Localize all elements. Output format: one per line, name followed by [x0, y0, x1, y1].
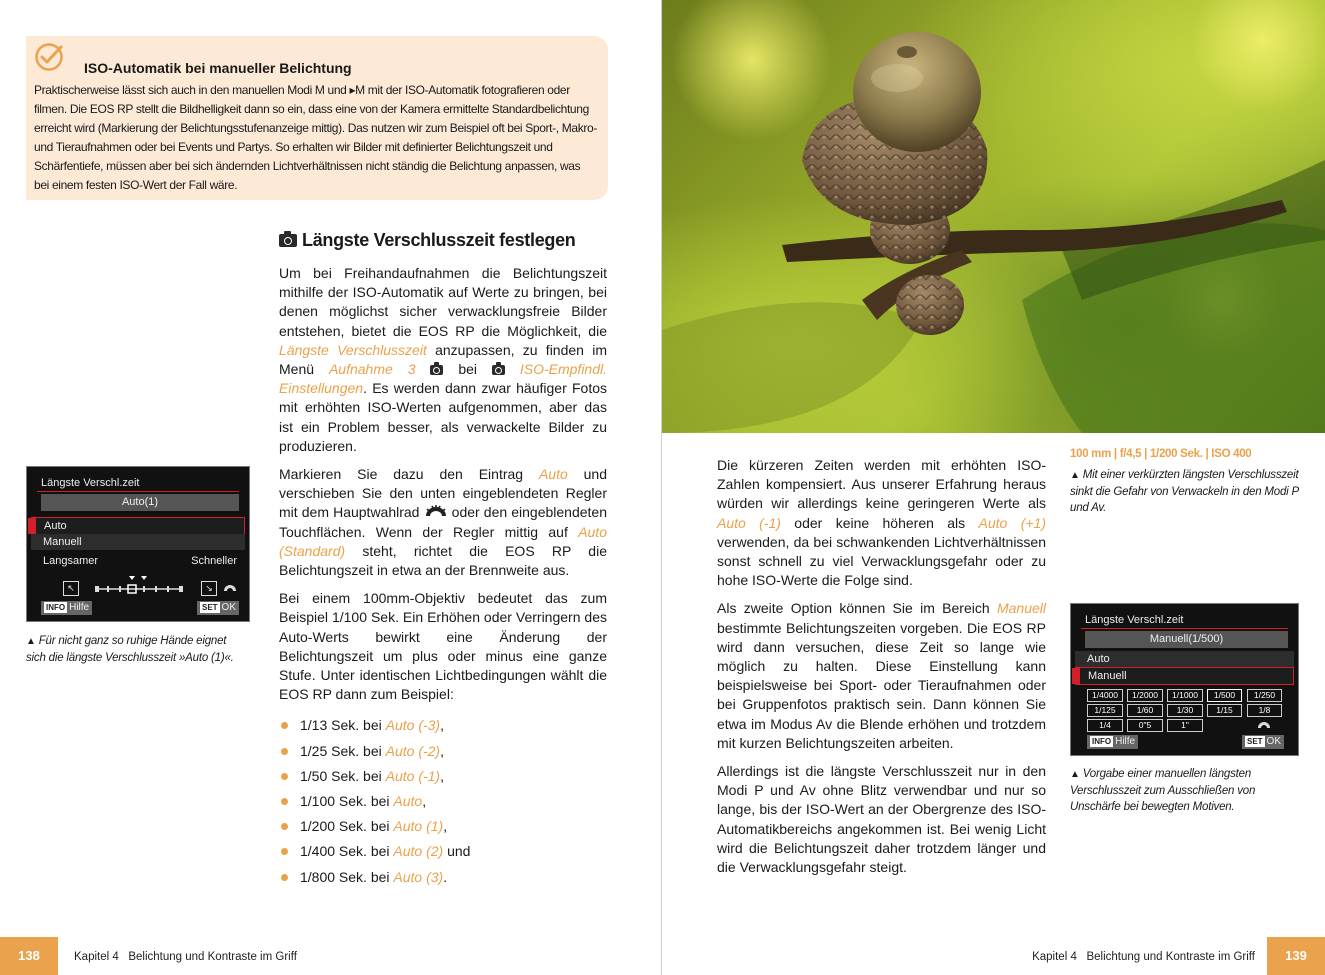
shutter-option[interactable]: 1/250: [1247, 689, 1282, 702]
menu-term: Aufnahme 3: [328, 361, 416, 378]
set-ok-button[interactable]: SET OK: [197, 601, 239, 615]
shutter-option[interactable]: 1/60: [1127, 704, 1163, 717]
page-number: 138: [0, 937, 58, 975]
shutter-option[interactable]: 1/2000: [1127, 689, 1163, 702]
list-item: 1/100 Sek. bei Auto,: [279, 789, 607, 814]
text-run: . Es werden dann zwar häufiger Fotos mit erhöhten ISO-Werten aufgenommen, aber das ist ein Problem besser, als verwackelte Bilder zu produzieren.: [279, 380, 607, 454]
section-heading: [279, 230, 576, 251]
caption-triangle-icon: ▲: [26, 636, 36, 647]
shutter-option[interactable]: 1/4: [1087, 719, 1123, 732]
menu-title: Längste Verschl.zeit: [1085, 614, 1184, 626]
shutter-option-selected[interactable]: 1/500: [1207, 689, 1242, 702]
paragraph-3: Allerdings ist die längste Verschlusszeit nur in den Modi P und Av ohne Blitz verwendbar und nur so lange, bis der ISO-Wert an der Obergrenze des ISO-Automatikbereichs angekommen ist. Bei wenig Licht wird die Belichtungszeit daher trotzdem länger und die Verwacklungsgefahr steigt.: [717, 763, 1046, 876]
checkmark-circle-icon: [34, 42, 64, 72]
text-run: oder den eingeblendeten Touchflächen. Wenn der Regler mittig auf: [279, 504, 608, 540]
paragraph-2: Als zweite Option können Sie im Bereich Manuell bestimmte Belichtungszeiten vorgeben. Die EOS RP wird dann versuchen, diese Zeit so lange wie möglich zu halten. Diese Einstellung kann beispielsweise bei Sport- oder Tieraufnahmen oder bei Gruppenfotos praktisch sein. Dann können Sie etwa im Modus Av die Blende erhöhen und trotzdem mit kurzen Belichtungszeiten arbeiten.: [717, 600, 1046, 751]
running-footer: Kapitel 4 Belichtung und Kontraste im Griff: [74, 951, 297, 963]
text-run: Um bei Freihandaufnahmen die Belichtungszeit mithilfe der ISO-Automatik auf Werte zu bringen, bei denen möglichst sicher verwacklungsfreie Bilder entstehen, bietet die EOS RP die Möglichkeit, die: [279, 265, 607, 339]
text-run: Markieren Sie dazu den Eintrag: [279, 466, 539, 483]
list-item: 1/25 Sek. bei Auto (-2),: [279, 739, 607, 764]
menu-term: ISO-Empfindl. Einstellungen: [279, 361, 607, 397]
info-help-button[interactable]: INFO Hilfe: [41, 601, 92, 615]
text-run: bei: [443, 361, 492, 378]
shutter-option[interactable]: 1/30: [1167, 704, 1203, 717]
text-run: steht, richtet die EOS RP die Belichtungszeit in etwa an der Brennweite aus.: [279, 542, 607, 579]
camera-icon: [492, 365, 505, 375]
menu-option-manual[interactable]: Manuell: [31, 534, 245, 550]
shutter-option[interactable]: 1/4000: [1087, 689, 1123, 702]
shutter-slider[interactable]: [93, 575, 185, 597]
paragraph-3: Bei einem 100mm-Objektiv bedeutet das zum Beispiel 1/100 Sek. Ein Erhöhen oder Verringern des Auto-Werts bewirkt eine Änderung der Belichtungszeit um plus oder minus eine ganze Stufe. Unter identischen Lichtbedingungen wählt die EOS RP dann zum Beispiel:: [279, 590, 607, 703]
list-item: 1/800 Sek. bei Auto (3).: [279, 865, 607, 890]
acorn-photo: [662, 0, 1325, 433]
menu-option-manual[interactable]: Manuell: [1075, 667, 1294, 685]
right-text-column: [717, 456, 1046, 886]
camera-icon: [430, 365, 443, 375]
menu-term: Auto (-1): [717, 514, 781, 531]
right-page: [662, 0, 1325, 975]
title-divider: [1081, 628, 1288, 629]
text-run: und verschieben Sie den unten eingeblendeten Regler mit dem Hauptwahlrad: [279, 466, 608, 521]
slower-label: Langsamer: [43, 555, 99, 567]
photo-exif: 100 mm | f/4,5 | 1/200 Sek. | ISO 400: [1070, 448, 1252, 460]
left-page: [0, 0, 662, 975]
menu-current-value: Auto(1): [41, 494, 239, 511]
shutter-list: [279, 713, 607, 889]
shutter-option[interactable]: 1/15: [1207, 704, 1242, 717]
shutter-option[interactable]: 0"5: [1127, 719, 1163, 732]
caption-triangle-icon: ▲: [1070, 470, 1080, 481]
menu-term: Auto (Standard): [279, 523, 607, 559]
main-dial-icon: [424, 505, 448, 517]
caption-photo: ▲ Mit einer verkürzten längsten Verschlusszeit sinkt die Gefahr von Verwackeln in den Modi P und Av.: [1070, 469, 1299, 514]
shutter-option[interactable]: 1/125: [1087, 704, 1123, 717]
shutter-option[interactable]: 1/1000: [1167, 689, 1203, 702]
menu-term: Manuell: [996, 600, 1046, 617]
info-box-text: Praktischerweise lässt sich auch in den manuellen Modi M und ▸M mit der ISO-Automatik fotografieren oder filmen. Die EOS RP stellt die Bildhelligkeit dann so ein, dass eine von der Kamera ermittelte Standardbelichtung erreicht wird (Markierung der Belichtungsstufenanzeige mittig). Das nutzen wir zum Beispiel oft bei Sport-, Makro- und Tieraufnahmen oder bei Events und Partys. So erhalten wir Bilder mit definierter Belichtungszeit und Schärfentiefe, müssen aber bei sich ändernden Lichtverhältnissen nicht ständig die Belichtung anpassen, was bei einem festen ISO-Wert der Fall wäre.: [34, 83, 598, 192]
camera-menu-screenshot-manual: [1070, 603, 1299, 756]
faster-arrow-icon[interactable]: ↘: [201, 581, 217, 596]
menu-current-value: Manuell(1/500): [1085, 631, 1288, 648]
menu-term: Auto: [538, 466, 568, 483]
paragraph-1: [279, 264, 607, 456]
menu-option-auto[interactable]: Auto: [31, 517, 245, 535]
paragraph-1: Die kürzeren Zeiten werden mit erhöhten ISO-Zahlen kompensiert. Aus unserer Erfahrung heraus würden wir allerdings keine geringeren Werte als Auto (-1) oder keine höheren als Auto (+1) verwenden, da bei schwankenden Lichtverhältnissen sonst schnell zu viel Verwacklungsgefahr oder zu hohe ISO-Werte die Folge sind.: [717, 457, 1046, 589]
page-number: 139: [1267, 937, 1325, 975]
info-box-title: ISO-Automatik bei manueller Belichtung: [84, 60, 352, 76]
paragraph-2: [279, 465, 607, 580]
right-footer: [662, 937, 1325, 975]
shutter-option[interactable]: 1/8: [1247, 704, 1282, 717]
menu-title: Längste Verschl.zeit: [41, 477, 140, 489]
section-title: Längste Verschlusszeit festlegen: [302, 230, 576, 250]
list-item: 1/400 Sek. bei Auto (2) und: [279, 839, 607, 864]
menu-option-auto[interactable]: Auto: [1075, 651, 1294, 667]
shutter-option[interactable]: 1": [1167, 719, 1203, 732]
left-footer: [0, 937, 661, 975]
faster-label: Schneller: [191, 555, 237, 567]
info-box: [26, 36, 608, 200]
list-item: 1/50 Sek. bei Auto (-1),: [279, 764, 607, 789]
info-help-button[interactable]: INFO Hilfe: [1087, 735, 1138, 749]
title-divider: [37, 491, 239, 492]
text-run: anzupassen, zu finden im Menü: [279, 341, 607, 378]
list-item: 1/200 Sek. bei Auto (1),: [279, 814, 607, 839]
running-footer: Kapitel 4 Belichtung und Kontraste im Griff: [1032, 951, 1255, 963]
dial-icon: [223, 583, 237, 591]
slower-arrow-icon[interactable]: ↖: [63, 581, 79, 596]
set-ok-button[interactable]: SET OK: [1242, 735, 1284, 749]
menu-term: Längste Verschlusszeit: [279, 341, 427, 358]
camera-menu-screenshot-auto: [26, 466, 250, 622]
dial-icon: [1257, 720, 1271, 728]
caption-screen-1: ▲ Für nicht ganz so ruhige Hände eignet sich die längste Verschlusszeit »Auto (1)«.: [26, 635, 234, 664]
caption-triangle-icon: ▲: [1070, 769, 1080, 780]
list-item: 1/13 Sek. bei Auto (-3),: [279, 713, 607, 738]
left-text-column: [279, 264, 607, 890]
caption-screen-2: ▲ Vorgabe einer manuellen längsten Verschlusszeit zum Ausschließen von Unschärfe bei bewegten Motiven.: [1070, 768, 1256, 813]
menu-term: Auto (+1): [978, 514, 1046, 531]
camera-icon: [279, 234, 297, 247]
